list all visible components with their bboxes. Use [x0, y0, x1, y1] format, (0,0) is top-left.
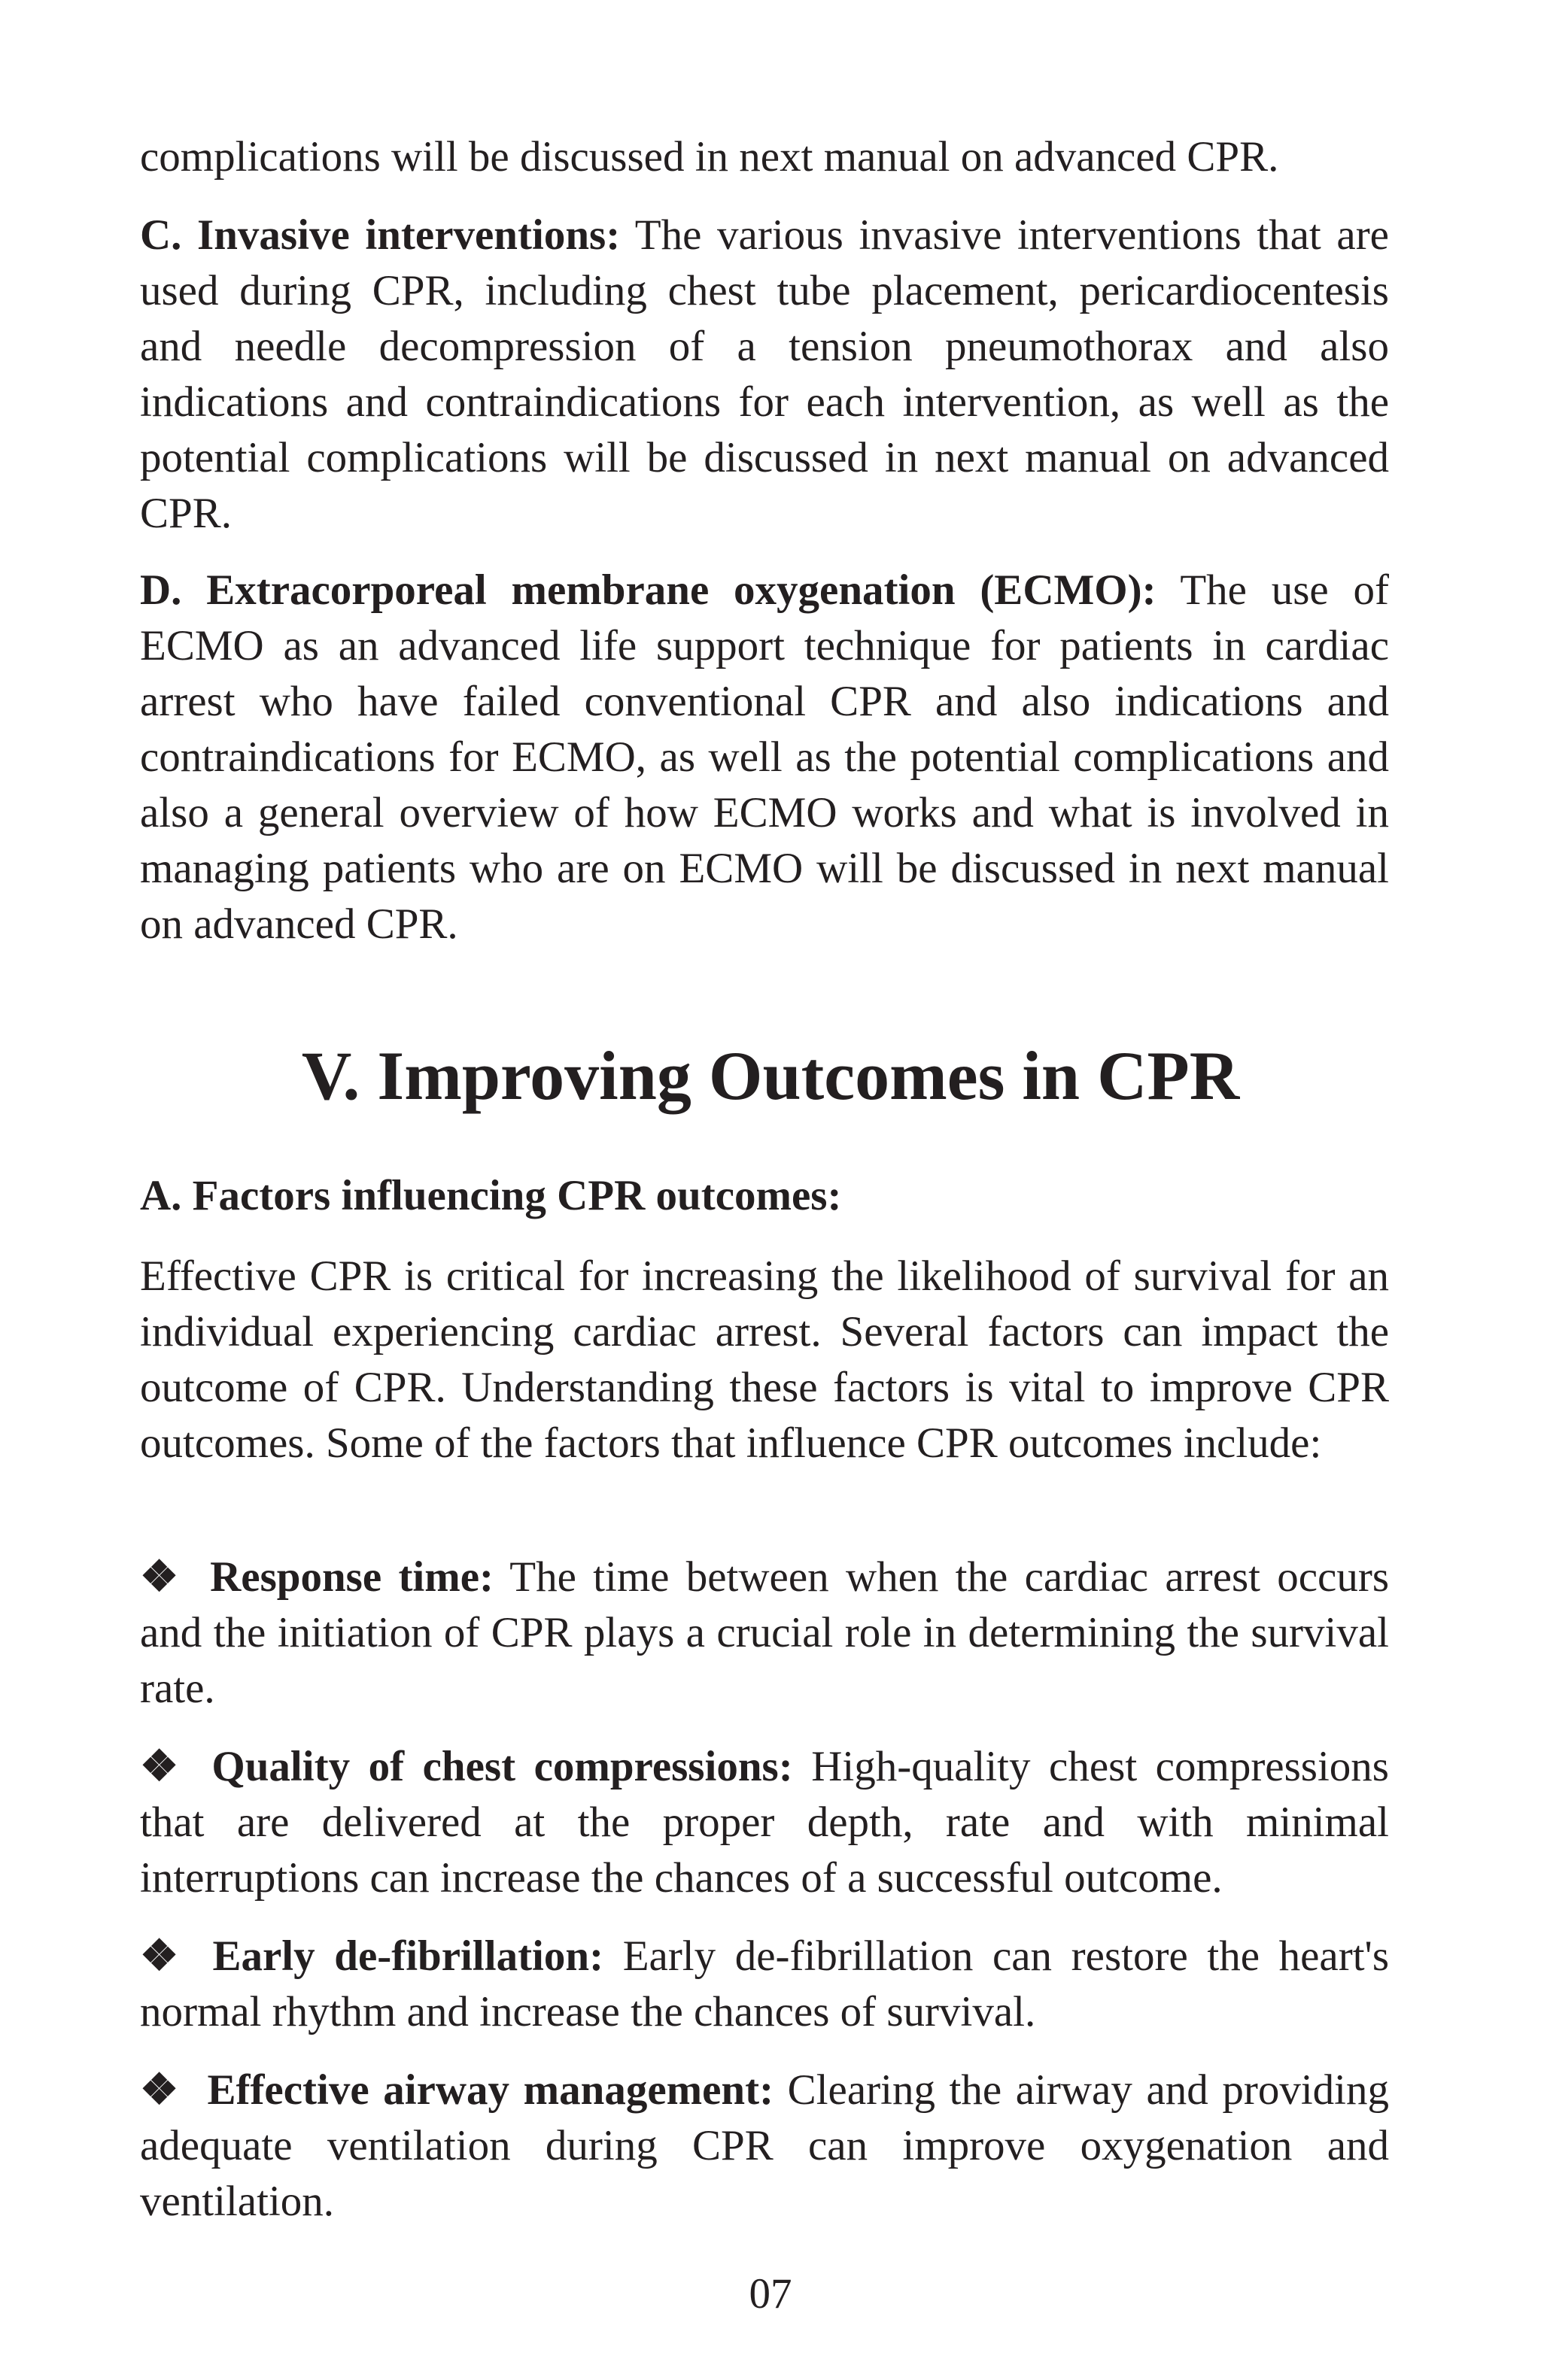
section-d-paragraph [140, 563, 1389, 952]
bullet-diamond-icon: ❖ [140, 1932, 187, 1980]
subsection-a-heading: A. Factors influencing CPR outcomes: [140, 1172, 842, 1219]
bullet-term: Response time: [210, 1553, 494, 1601]
bullet-diamond-icon: ❖ [140, 2066, 182, 2114]
bullet-diamond-icon: ❖ [140, 1743, 187, 1790]
continuation-paragraph [140, 129, 1389, 185]
chapter-title: V. Improving Outcomes in CPR [301, 1037, 1240, 1114]
continuation-text: complications will be discussed in next manual on advanced CPR. [140, 133, 1279, 181]
bullet-item [140, 1929, 1389, 2040]
subsection-a-intro: Effective CPR is critical for increasing the likelihood of survival for an individual experiencing cardiac arrest. Several factors can impact the outcome of CPR. Understanding these factors is vital to improve CPR outcomes. Some of the factors that influence CPR outcomes include: [140, 1252, 1389, 1467]
bullet-term: Early de-fibrillation: [212, 1932, 604, 1980]
bullet-term: Effective airway management: [207, 2066, 774, 2114]
section-c-paragraph [140, 208, 1389, 542]
bullet-text: Clearing the airway and providing adequate ventilation during CPR can improve oxygenation and ventilation. [140, 2066, 1389, 2225]
bullet-item [140, 2063, 1389, 2230]
page-number: 07 [749, 2270, 792, 2318]
bullet-text: Early de-fibrillation can restore the heart's normal rhythm and increase the chances of survival. [140, 1932, 1389, 2035]
bullet-text: High-quality chest compressions that are delivered at the proper depth, rate and with minimal interruptions can increase the chances of a successful outcome. [140, 1743, 1389, 1902]
bullet-term: Quality of chest compressions: [211, 1743, 793, 1790]
bullet-text: The time between when the cardiac arrest occurs and the initiation of CPR plays a crucial role in determining the survival rate. [140, 1553, 1390, 1712]
section-d-text: The use of ECMO as an advanced life support technique for patients in cardiac arrest who have failed conventional CPR and also indications and contraindications for ECMO, as well as the potential complications and also a general overview of how ECMO works and what is involved in managing patients who are on ECMO will be discussed in next manual on advanced CPR. [140, 566, 1389, 948]
bullet-diamond-icon: ❖ [140, 1553, 185, 1601]
section-d-heading: D. Extracorporeal membrane oxygenation (ECMO): [140, 566, 1157, 614]
section-c-text: The various invasive interventions that are used during CPR, including chest tube placement, pericardiocentesis and needle decompression of a tension pneumothorax and also indications and contraindications for each intervention, as well as the potential complications will be discussed in next manual on advanced CPR. [140, 211, 1389, 537]
bullet-item [140, 1739, 1389, 1906]
bullet-item [140, 1550, 1389, 1717]
section-c-heading: C. Invasive interventions: [140, 211, 621, 259]
